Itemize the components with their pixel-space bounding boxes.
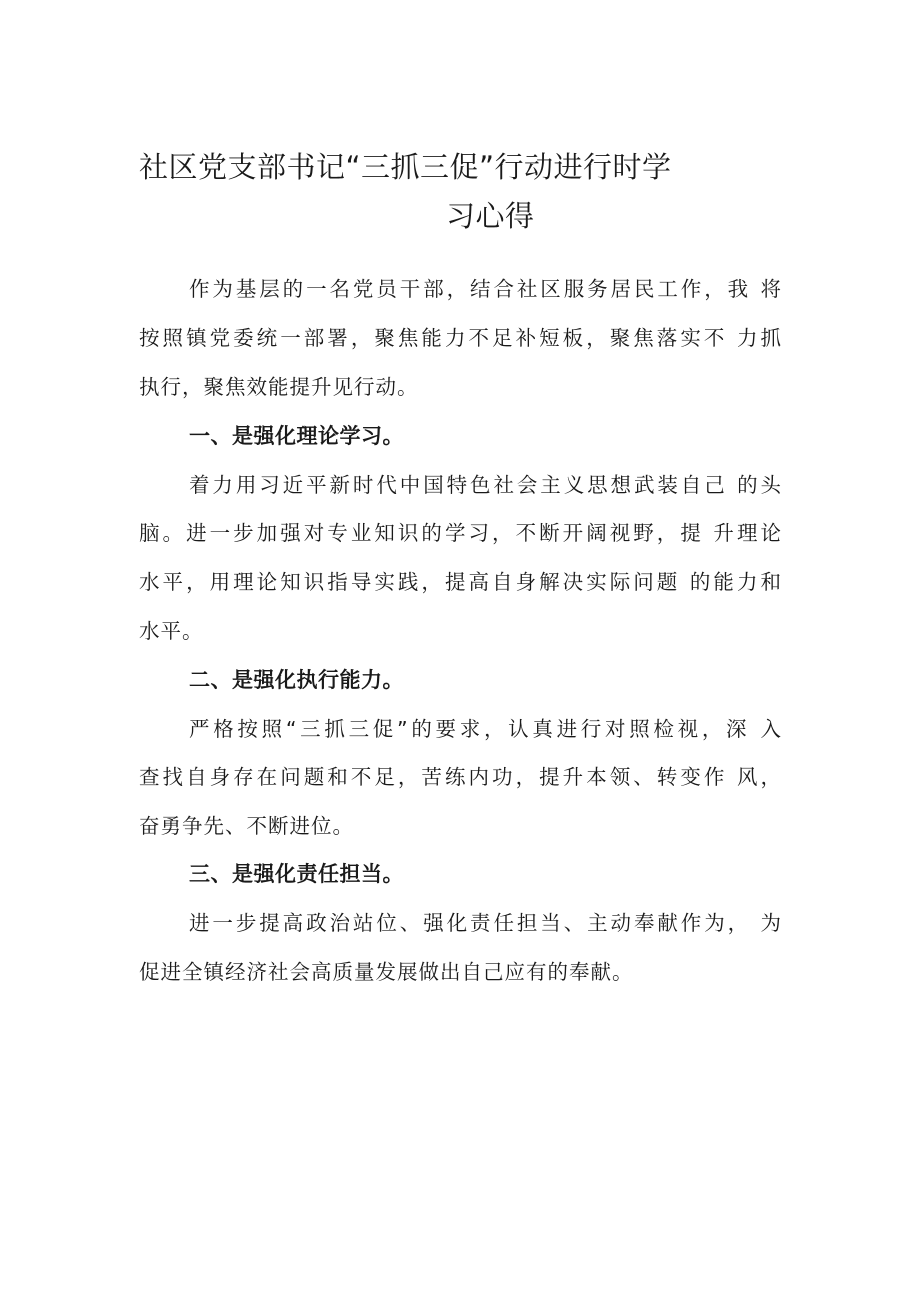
section-2-heading: 二、是强化执行能力。 bbox=[189, 668, 404, 692]
document-title-line-1: 社区党支部书记“三抓三促”行动进行时学 bbox=[139, 150, 672, 184]
section-1-line-2: 脑。进一步加强对专业知识的学习，不断开阔视野，提 升理论 bbox=[139, 521, 782, 545]
intro-line-1: 作为基层的一名党员干部，结合社区服务居民工作，我 将 bbox=[189, 277, 782, 301]
section-1-line-1: 着力用习近平新时代中国特色社会主义思想武装自己 的头 bbox=[189, 473, 782, 497]
section-3-heading: 三、是强化责任担当。 bbox=[189, 862, 404, 886]
section-1-line-4: 水平。 bbox=[139, 619, 204, 643]
section-2-line-3: 奋勇争先、不断进位。 bbox=[139, 814, 354, 838]
section-3-line-1: 进一步提高政治站位、强化责任担当、主动奉献作为， 为 bbox=[189, 911, 782, 935]
intro-line-3: 执行，聚焦效能提升见行动。 bbox=[139, 375, 419, 399]
document-title-line-2: 习心得 bbox=[446, 199, 535, 233]
section-2-line-1: 严格按照“三抓三促”的要求，认真进行对照检视，深 入 bbox=[189, 717, 782, 741]
section-2-line-2: 查找自身存在问题和不足，苦练内功，提升本领、转变作 风， bbox=[139, 765, 782, 789]
section-1-heading: 一、是强化理论学习。 bbox=[189, 424, 404, 448]
section-1-line-3: 水平，用理论知识指导实践，提高自身解决实际问题 的能力和 bbox=[139, 570, 782, 594]
section-3-line-2: 促进全镇经济社会高质量发展做出自己应有的奉献。 bbox=[139, 960, 634, 984]
intro-line-2: 按照镇党委统一部署，聚焦能力不足补短板，聚焦落实不 力抓 bbox=[139, 326, 782, 350]
